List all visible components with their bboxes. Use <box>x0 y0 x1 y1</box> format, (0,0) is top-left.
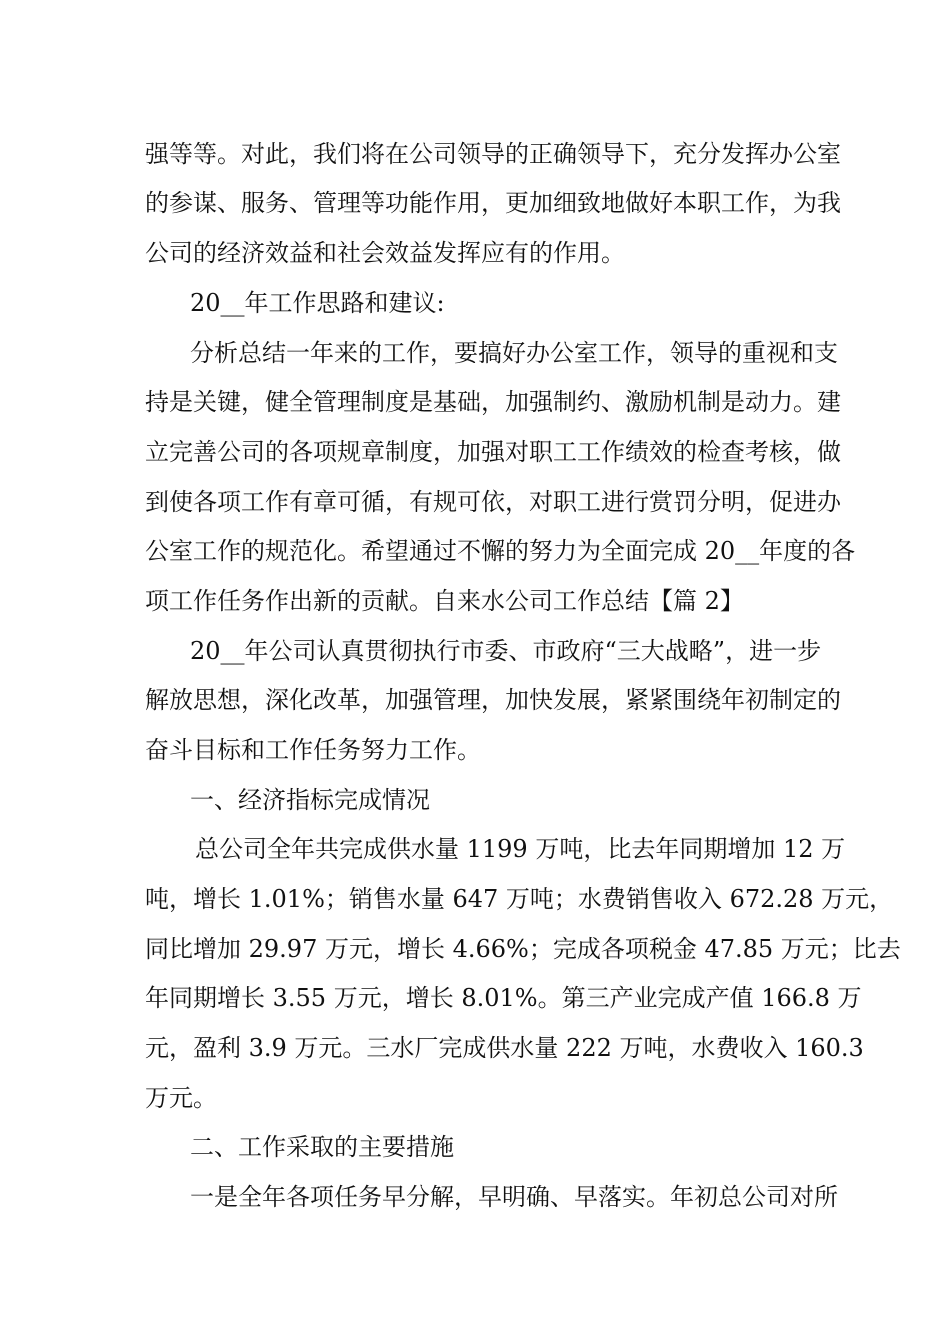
body-text-line: 解放思想，深化改革，加强管理，加快发展，紧紧围绕年初制定的 <box>145 686 841 714</box>
body-text-line: 同比增加 29.97 万元，增长 4.66%；完成各项税金 47.85 万元；比去 <box>145 935 901 963</box>
body-text-line: 公室工作的规范化。希望通过不懈的努力为全面完成 20__年度的各 <box>145 537 856 565</box>
body-text-line: 元，盈利 3.9 万元。三水厂完成供水量 222 万吨，水费收入 160.3 <box>145 1034 864 1062</box>
body-text-line: 到使各项工作有章可循，有规可依，对职工进行赏罚分明，促进办 <box>145 488 841 516</box>
body-text-line: 年同期增长 3.55 万元，增长 8.01%。第三产业完成产值 166.8 万 <box>145 984 862 1012</box>
body-text-line: 强等等。对此，我们将在公司领导的正确领导下，充分发挥办公室 <box>145 140 841 168</box>
section-heading: 二、工作采取的主要措施 <box>190 1133 454 1161</box>
section-heading: 20__年工作思路和建议: <box>190 289 445 317</box>
body-text-line: 立完善公司的各项规章制度，加强对职工工作绩效的检查考核，做 <box>145 438 841 466</box>
body-text-line: 一是全年各项任务早分解，早明确、早落实。年初总公司对所 <box>190 1183 838 1211</box>
section-heading: 一、经济指标完成情况 <box>190 786 430 814</box>
body-text-line: 分析总结一年来的工作，要搞好办公室工作，领导的重视和支 <box>190 339 838 367</box>
body-text-line: 项工作任务作出新的贡献。自来水公司工作总结【篇 2】 <box>145 587 744 615</box>
body-text-line: 吨，增长 1.01%；销售水量 647 万吨；水费销售收入 672.28 万元， <box>145 885 894 913</box>
body-text-line: 持是关键，健全管理制度是基础，加强制约、激励机制是动力。建 <box>145 388 841 416</box>
body-text-line: 万元。 <box>145 1084 217 1112</box>
body-text-line: 的参谋、服务、管理等功能作用，更加细致地做好本职工作，为我 <box>145 189 841 217</box>
body-text-line: 公司的经济效益和社会效益发挥应有的作用。 <box>145 239 625 267</box>
body-text-line: 20__年公司认真贯彻执行市委、市政府“三大战略”，进一步 <box>190 637 822 665</box>
body-text-line: 总公司全年共完成供水量 1199 万吨，比去年同期增加 12 万 <box>195 835 846 863</box>
body-text-line: 奋斗目标和工作任务努力工作。 <box>145 736 481 764</box>
